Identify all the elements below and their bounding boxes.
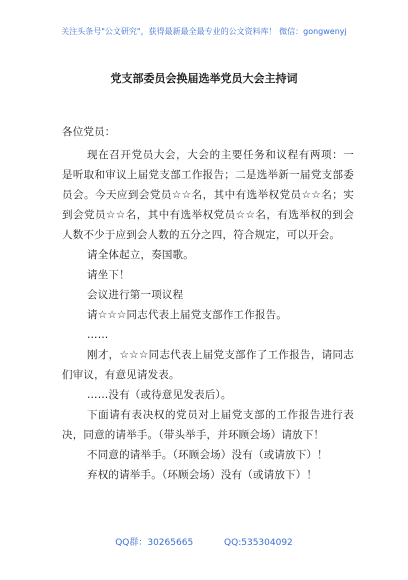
footer-qq-number: QQ:535304092 <box>224 538 293 548</box>
paragraph-vote-abstain: 弃权的请举手。（环顾会场）没有（或请放下）！ <box>87 469 318 481</box>
paragraph-intro: 现在召开党员大会，大会的主要任务和议程有两项：一是听取和审议上届党支部工作报告；二是选举新一届党支部委员会。今天应到会党员☆☆名，其中有选举权党员☆☆名；实到会党员☆☆名，其中有选举权党员☆☆名，有选举权的到会人数不少于应到会人数的五分之四，符合规定，可以开会。 <box>62 149 354 241</box>
footer-qq-group: QQ群：30265665 <box>115 538 194 548</box>
paragraph-ellipsis: …… <box>87 329 109 341</box>
document-body <box>62 122 354 485</box>
paragraph-sit-down: 请坐下！ <box>87 269 130 281</box>
paragraph-vote-approve: 下面请有表决权的党员对上届党支部的工作报告进行表决，同意的请举手。（带头举手，并环顾会场）请放下！ <box>62 409 354 441</box>
paragraph-no-opinion: ……没有（或待意见发表后）。 <box>87 389 232 401</box>
paragraph-report-request: 请☆☆☆同志代表上届党支部作工作报告。 <box>87 309 288 321</box>
paragraph-agenda-item: 会议进行第一项议程 <box>87 289 184 301</box>
paragraph-vote-oppose: 不同意的请举手。（环顾会场）没有（或请放下）！ <box>87 449 328 461</box>
paragraph-review: 刚才，☆☆☆同志代表上届党支部作了工作报告，请同志们审议，有意见请发表。 <box>62 349 354 381</box>
paragraph-anthem: 请全体起立，奏国歌。 <box>87 249 194 261</box>
salutation: 各位党员： <box>62 126 116 138</box>
footer-contact <box>0 535 408 548</box>
document-title: 党支部委员会换届选举党员大会主持词 <box>110 72 298 85</box>
header-promo-text: 关注头条号"公文研究"，获得最新最全最专业的公文资料库！ 微信：gongwenyj <box>61 27 347 36</box>
